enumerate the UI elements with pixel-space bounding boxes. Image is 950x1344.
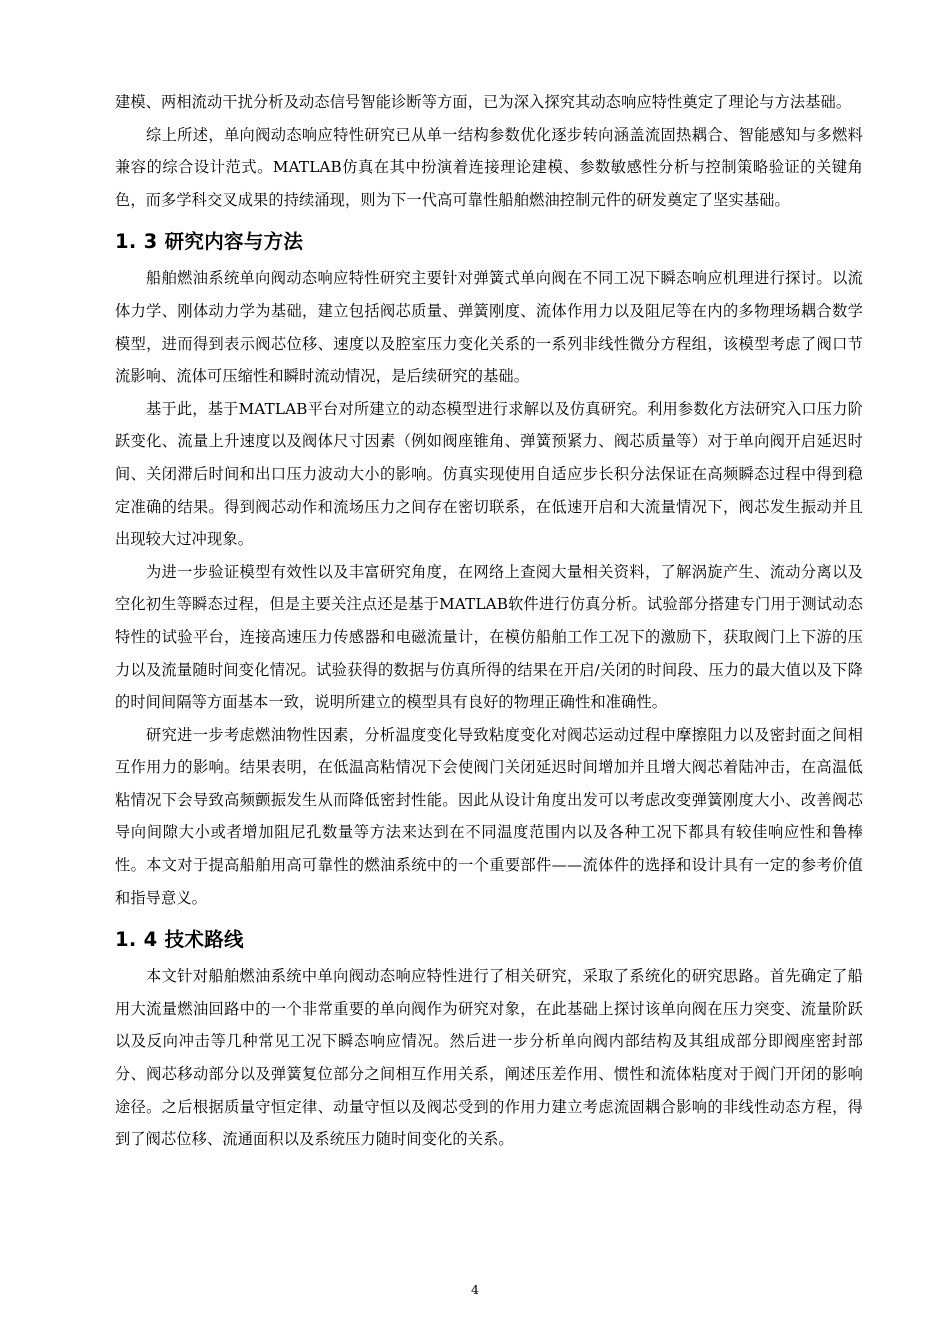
page-number: 4 <box>471 1282 479 1297</box>
section-heading-1-4: 1. 4 技术路线 <box>115 928 244 952</box>
page-body <box>115 86 863 1156</box>
paragraph-1-3-d: 研究进一步考虑燃油物性因素，分析温度变化导致粘度变化对阀芯运动过程中摩擦阻力以及密封面之间相互作用力的影响。结果表明，在低温高粘情况下会使阀门关闭延迟时间增加并且增大阀芯着陆冲击，在高温低粘情况下会导致高频颤振发生从而降低密封性能。因此从设计角度出发可以考虑改变弹簧刚度大小、改善阀芯导向间隙大小或者增加阻尼孔数量等方法来达到在不同温度范围内以及各种工况下都具有较佳响应性和鲁棒性。本文对于提高船舶用高可靠性的燃油系统中的一个重要部件——流体件的选择和设计具有一定的参考价值和指导意义。 <box>115 725 863 907</box>
paragraph-1-3-c: 为进一步验证模型有效性以及丰富研究角度，在网络上查阅大量相关资料，了解涡旋产生、流动分离以及空化初生等瞬态过程，但是主要关注点还是基于MATLAB软件进行仿真分析。试验部分搭建专门用于测试动态特性的试验平台，连接高速压力传感器和电磁流量计，在模仿船舶工作工况下的激励下，获取阀门上下游的压力以及流量随时间变化情况。试验获得的数据与仿真所得的结果在开启/关闭的时间段、压力的最大值以及下降的时间间隔等方面基本一致，说明所建立的模型具有良好的物理正确性和准确性。 <box>115 562 864 712</box>
section-heading-1-3: 1. 3 研究内容与方法 <box>115 230 304 254</box>
paragraph-continued: 建模、两相流动干扰分析及动态信号智能诊断等方面，已为深入探究其动态响应特性奠定了理论与方法基础。 <box>115 93 852 111</box>
paragraph-1-3-b: 基于此，基于MATLAB平台对所建立的动态模型进行求解以及仿真研究。利用参数化方法研究入口压力阶跃变化、流量上升速度以及阀体尺寸因素（例如阀座锥角、弹簧预紧力、阀芯质量等）对于单向阀开启延迟时间、关闭滞后时间和出口压力波动大小的影响。仿真实现使用自适应步长积分法保证在高频瞬态过程中得到稳定准确的结果。得到阀芯动作和流场压力之间存在密切联系，在低速开启和大流量情况下，阀芯发生振动并且出现较大过冲现象。 <box>115 399 863 549</box>
paragraph-summary: 综上所述，单向阀动态响应特性研究已从单一结构参数优化逐步转向涵盖流固热耦合、智能感知与多燃料兼容的综合设计范式。MATLAB仿真在其中扮演着连接理论建模、参数敏感性分析与控制策略验证的关键角色，而多学科交叉成果的持续涌现，则为下一代高可靠性船舶燃油控制元件的研发奠定了坚实基础。 <box>115 125 863 209</box>
paragraph-1-4-a: 本文针对船舶燃油系统中单向阀动态响应特性进行了相关研究，采取了系统化的研究思路。首先确定了船用大流量燃油回路中的一个非常重要的单向阀作为研究对象，在此基础上探讨该单向阀在压力突变、流量阶跃以及反向冲击等几种常见工况下瞬态响应情况。然后进一步分析单向阀内部结构及其组成部分即阀座密封部分、阀芯移动部分以及弹簧复位部分之间相互作用关系，阐述压差作用、惯性和流体粘度对于阀门开闭的影响途径。之后根据质量守恒定律、动量守恒以及阀芯受到的作用力建立考虑流固耦合影响的非线性动态方程，得到了阀芯位移、流通面积以及系统压力随时间变化的关系。 <box>115 967 863 1149</box>
paragraph-1-3-a: 船舶燃油系统单向阀动态响应特性研究主要针对弹簧式单向阀在不同工况下瞬态响应机理进行探讨。以流体力学、刚体动力学为基础，建立包括阀芯质量、弹簧刚度、流体作用力以及阻尼等在内的多物理场耦合数学模型，进而得到表示阀芯位移、速度以及腔室压力变化关系的一系列非线性微分方程组，该模型考虑了阀口节流影响、流体可压缩性和瞬时流动情况，是后续研究的基础。 <box>115 269 863 386</box>
